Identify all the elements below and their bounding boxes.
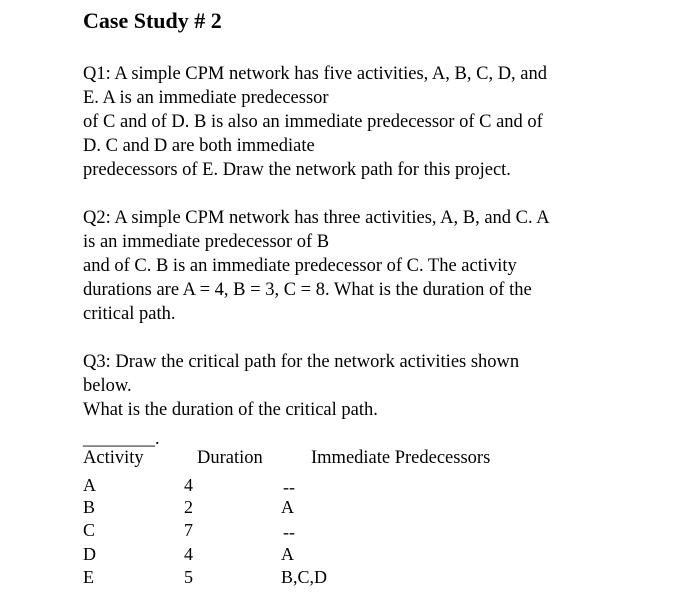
row-e-activity: E bbox=[83, 567, 94, 587]
row-c-predecessors: -- bbox=[283, 522, 295, 542]
q3-line-3: What is the duration of the critical path. bbox=[83, 400, 378, 420]
row-a-duration: 4 bbox=[184, 475, 193, 495]
page-title: Case Study # 2 bbox=[83, 8, 222, 33]
row-d-duration: 4 bbox=[184, 544, 193, 564]
q1-line-4: D. C and D are both immediate bbox=[83, 136, 315, 156]
row-e-predecessors: B,C,D bbox=[281, 567, 328, 587]
q1-line-5: predecessors of E. Draw the network path for this project. bbox=[83, 160, 511, 180]
row-a-activity: A bbox=[83, 475, 96, 495]
q2-line-3: and of C. B is an immediate predecessor of C. The activity bbox=[83, 256, 517, 276]
header-predecessors: Immediate Predecessors bbox=[311, 448, 491, 468]
row-b-predecessors: A bbox=[281, 497, 294, 517]
header-duration: Duration bbox=[197, 448, 263, 468]
row-d-predecessors: A bbox=[281, 544, 294, 564]
q2-line-5: critical path. bbox=[83, 304, 176, 324]
q2-line-2: is an immediate predecessor of B bbox=[83, 232, 330, 252]
q2-line-4: durations are A = 4, B = 3, C = 8. What is the duration of the bbox=[83, 280, 532, 300]
row-c-duration: 7 bbox=[184, 520, 193, 540]
q1-line-2: E. A is an immediate predecessor bbox=[83, 88, 329, 108]
answer-blank: ________. bbox=[83, 428, 160, 448]
header-activity: Activity bbox=[83, 448, 144, 468]
row-b-activity: B bbox=[83, 497, 96, 517]
row-b-duration: 2 bbox=[184, 497, 193, 517]
q1-line-3: of C and of D. B is also an immediate predecessor of C and of bbox=[83, 112, 543, 132]
row-c-activity: C bbox=[83, 520, 96, 540]
q3-line-1: Q3: Draw the critical path for the network activities shown bbox=[83, 352, 520, 372]
q3-line-2: below. bbox=[83, 376, 132, 396]
row-a-predecessors: -- bbox=[283, 477, 295, 497]
q2-line-1: Q2: A simple CPM network has three activities, A, B, and C. A bbox=[83, 208, 550, 228]
row-e-duration: 5 bbox=[184, 567, 193, 587]
q1-line-1: Q1: A simple CPM network has five activities, A, B, C, D, and bbox=[83, 64, 548, 84]
row-d-activity: D bbox=[83, 544, 96, 564]
